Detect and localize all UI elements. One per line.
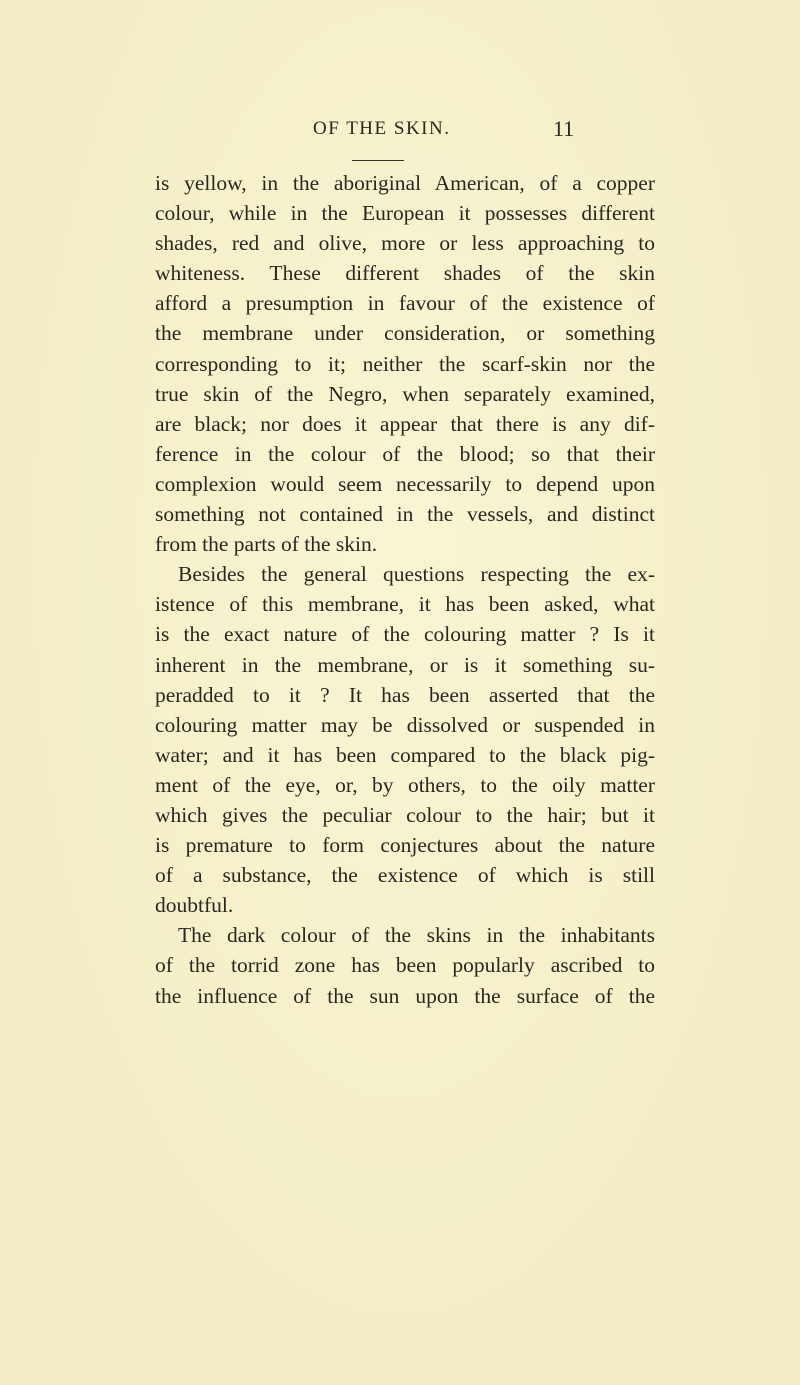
paragraph-end-line: from the parts of the skin. [155,532,378,557]
body-text [155,168,655,1011]
text-line: of the torrid zone has been popularly ascribed to [155,953,655,978]
text-line: is the exact nature of the colouring matter ? Is it [155,622,655,647]
text-line: is premature to form conjectures about the nature [155,833,655,858]
page-number: 11 [553,116,575,141]
text-line: the influence of the sun upon the surface of the [155,983,655,1008]
header-rule [352,160,404,161]
paragraph-end-line: doubtful. [155,893,234,918]
paragraph-start-line: Besides the general questions respecting the ex- [178,562,655,587]
paragraph-start-line: The dark colour of the skins in the inhabitants [178,923,655,948]
text-line: shades, red and olive, more or less approaching to [155,231,655,256]
text-line: colouring matter may be dissolved or suspended in [155,712,655,737]
text-line: inherent in the membrane, or is it something su- [155,652,655,677]
text-line: which gives the peculiar colour to the hair; but it [155,802,655,827]
running-title: OF THE SKIN. [313,118,451,139]
text-line: ment of the eye, or, by others, to the oily matter [155,772,655,797]
text-line: afford a presumption in favour of the existence of [155,291,655,316]
text-line: are black; nor does it appear that there is any dif- [155,411,655,436]
text-line: something not contained in the vessels, and distinct [155,502,655,527]
text-line: water; and it has been compared to the black pig- [155,742,655,767]
text-line: the membrane under consideration, or something [155,321,655,346]
text-line: complexion would seem necessarily to depend upon [155,471,655,496]
text-line: istence of this membrane, it has been asked, what [155,592,655,617]
text-line: colour, while in the European it possesses different [155,201,655,226]
text-line: true skin of the Negro, when separately examined, [155,381,655,406]
text-line: of a substance, the existence of which is still [155,863,655,888]
text-line: whiteness. These different shades of the skin [155,261,655,286]
text-line: is yellow, in the aboriginal American, of a copper [155,171,655,195]
text-line: ference in the colour of the blood; so that their [155,441,655,466]
text-line: corresponding to it; neither the scarf-skin nor the [155,351,655,376]
text-line: peradded to it ? It has been asserted that the [155,682,655,707]
running-head [0,118,800,150]
